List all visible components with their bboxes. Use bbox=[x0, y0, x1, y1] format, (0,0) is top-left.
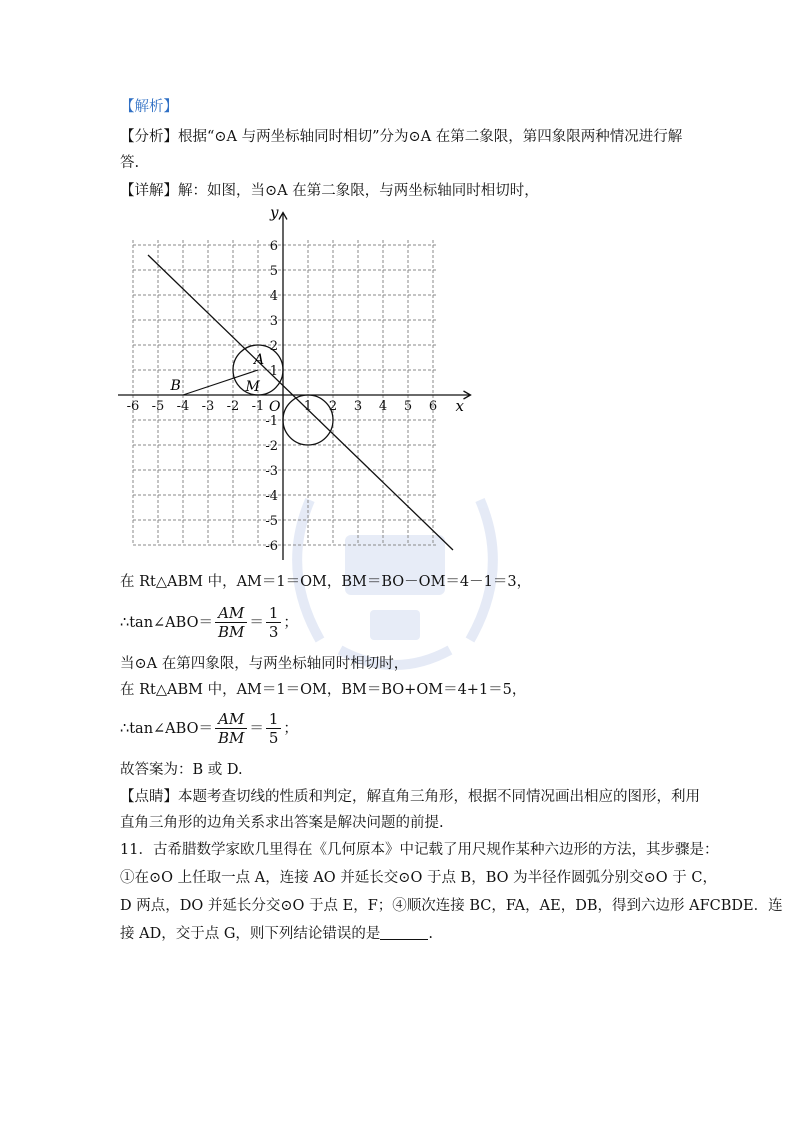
case1-tan-equation bbox=[120, 604, 298, 641]
y-tick-label: -2 bbox=[265, 439, 278, 454]
point-B-label: B bbox=[170, 378, 181, 394]
x-tick-label: 3 bbox=[353, 399, 363, 414]
tan-prefix: ∴tan∠ABO＝ bbox=[120, 720, 213, 737]
analysis-header: 【解析】 bbox=[120, 99, 178, 115]
question-11-line-1: 11．古希腊数学家欧几里得在《几何原本》中记载了用尺规作某种六边形的方法，其步骤是： bbox=[120, 842, 719, 858]
analysis-line-1: 【分析】根据“⊙A 与两坐标轴同时相切”分为⊙A 在第二象限，第四象限两种情况进行解 bbox=[120, 129, 683, 145]
point-A-label: A bbox=[254, 352, 265, 368]
x-tick-label: 5 bbox=[403, 399, 413, 414]
detail-intro: 【详解】解：如图，当⊙A 在第二象限，与两坐标轴同时相切时， bbox=[120, 183, 539, 199]
equals-sign: ＝ bbox=[249, 720, 264, 737]
x-axis-label: x bbox=[455, 397, 464, 415]
y-tick-label: 2 bbox=[269, 339, 278, 354]
fraction-am-bm bbox=[215, 604, 247, 641]
case1-rt-line: 在 Rt△ABM 中，AM＝1＝OM，BM＝BO－OM＝4－1＝3， bbox=[120, 574, 532, 590]
answer-line: 故答案为：B 或 D. bbox=[120, 762, 243, 778]
x-tick-label: -3 bbox=[201, 399, 215, 414]
x-tick-label: 2 bbox=[328, 399, 338, 414]
y-tick-label: -5 bbox=[265, 514, 278, 529]
case2-when-line: 当⊙A 在第四象限，与两坐标轴同时相切时， bbox=[120, 656, 409, 672]
y-tick-label: 3 bbox=[269, 314, 278, 329]
period: . bbox=[428, 926, 434, 942]
y-tick-label: -6 bbox=[265, 539, 278, 554]
fraction-numerator: 1 bbox=[266, 710, 282, 729]
x-tick-label: -6 bbox=[126, 399, 140, 414]
fraction-numerator: 1 bbox=[266, 604, 282, 623]
y-tick-label: -3 bbox=[265, 464, 278, 479]
semicolon: ； bbox=[283, 720, 298, 737]
x-tick-label: 1 bbox=[303, 399, 313, 414]
equals-sign: ＝ bbox=[249, 614, 264, 631]
fraction-denominator: BM bbox=[217, 729, 245, 747]
question-11-line-4 bbox=[120, 924, 433, 944]
y-tick-label: 1 bbox=[269, 364, 278, 379]
origin-label: O bbox=[269, 399, 281, 415]
fraction-numerator: AM bbox=[215, 710, 247, 729]
y-tick-label: 5 bbox=[269, 264, 278, 279]
coordinate-figure bbox=[118, 205, 488, 570]
x-tick-label: -4 bbox=[176, 399, 190, 414]
analysis-line-2: 答. bbox=[120, 155, 140, 171]
point-M-label: M bbox=[245, 379, 260, 395]
x-tick-label: -1 bbox=[251, 399, 265, 414]
answer-blank[interactable] bbox=[380, 925, 428, 940]
semicolon: ； bbox=[283, 614, 298, 631]
y-tick-label: 4 bbox=[269, 289, 278, 304]
question-11-text: 接 AD，交于点 G，则下列结论错误的是 bbox=[120, 926, 381, 942]
comment-line-1: 【点睛】本题考查切线的性质和判定，解直角三角形，根据不同情况画出相应的图形，利用 bbox=[120, 789, 700, 805]
comment-line-2: 直角三角形的边角关系求出答案是解决问题的前提. bbox=[120, 815, 444, 831]
y-axis-label: y bbox=[270, 205, 279, 222]
y-tick-label: -1 bbox=[265, 414, 278, 429]
fraction-value bbox=[266, 710, 282, 747]
case2-rt-line: 在 Rt△ABM 中，AM＝1＝OM，BM＝BO+OM＝4+1＝5， bbox=[120, 682, 527, 698]
fraction-denominator: BM bbox=[217, 623, 245, 641]
question-11-line-2: ①在⊙O 上任取一点 A，连接 AO 并延长交⊙O 于点 B，BO 为半径作圆弧分别交⊙O 于 C， bbox=[120, 870, 717, 886]
x-tick-label: 4 bbox=[378, 399, 388, 414]
question-11-line-3: D 两点，DO 并延长分交⊙O 于点 E，F；④顺次连接 BC，FA，AE，DB，得到六边形 AFCBDE．连 bbox=[120, 898, 783, 914]
fraction-am-bm bbox=[215, 710, 247, 747]
x-tick-label: -2 bbox=[226, 399, 240, 414]
x-tick-label: -5 bbox=[151, 399, 165, 414]
fraction-value bbox=[266, 604, 282, 641]
case2-tan-equation bbox=[120, 710, 298, 747]
tan-prefix: ∴tan∠ABO＝ bbox=[120, 614, 213, 631]
x-tick-label: 6 bbox=[428, 399, 438, 414]
y-tick-label: 6 bbox=[269, 239, 278, 254]
fraction-numerator: AM bbox=[215, 604, 247, 623]
fraction-denominator: 5 bbox=[268, 729, 279, 747]
y-tick-label: -4 bbox=[265, 489, 278, 504]
fraction-denominator: 3 bbox=[268, 623, 279, 641]
